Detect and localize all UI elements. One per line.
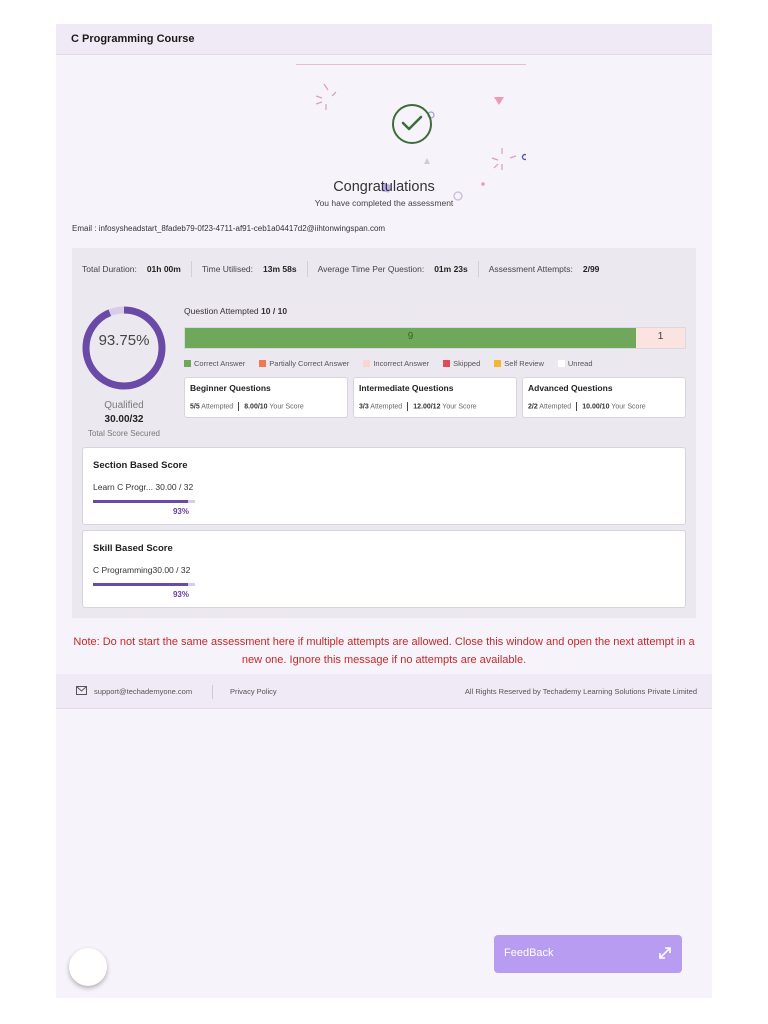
legend-partially-correct: Partially Correct Answer: [259, 359, 349, 368]
stat-average-time: Average Time Per Question: 01m 23s: [318, 261, 479, 277]
stat-total-duration: Total Duration: 01h 00m: [82, 261, 192, 277]
footer: [56, 674, 712, 709]
legend-correct: Correct Answer: [184, 359, 245, 368]
score-percent: 93.75%: [98, 332, 150, 349]
legend-swatch: [494, 360, 501, 367]
skill-score-row: C Programming30.00 / 32: [93, 565, 191, 575]
stats-row: [72, 248, 696, 290]
answer-legend: [184, 359, 607, 368]
legend-swatch: [259, 360, 266, 367]
feedback-label: FeedBack: [504, 947, 554, 959]
legend-self-review: Self Review: [494, 359, 544, 368]
skill-score-percent: 93%: [172, 590, 189, 599]
summary-section: [72, 248, 696, 618]
footer-divider: [212, 685, 213, 699]
congratulations-subtitle: You have completed the assessment: [314, 198, 454, 208]
bar-correct-segment: 9: [185, 328, 636, 348]
questions-attempted: Question Attempted 10 / 10: [184, 306, 288, 316]
legend-swatch: [443, 360, 450, 367]
attempt-note: Note: Do not start the same assessment here if multiple attempts are allowed. Close this window and open the next attempt in a new one. Ignore this message if no attempts are available.: [73, 636, 695, 666]
expand-icon: [658, 946, 672, 960]
advanced-questions-card: Advanced Questions 2/2 Attempted 10.00/10 Your Score: [522, 377, 686, 418]
feedback-button[interactable]: [494, 935, 682, 973]
support-email-link[interactable]: support@techademyone.com: [94, 687, 193, 696]
total-score-label: Total Score Secured: [87, 429, 161, 438]
section-score-percent: 93%: [172, 507, 189, 516]
success-check-icon: [392, 104, 432, 144]
section-score-card: Section Based Score Learn C Progr... 30.00 / 32 93%: [82, 447, 686, 525]
rights-text: All Rights Reserved by Techademy Learning Solutions Private Limited: [464, 687, 697, 696]
answer-distribution-bar: [184, 327, 686, 349]
beginner-questions-card: Beginner Questions 5/5 Attempted 8.00/10 Your Score: [184, 377, 348, 418]
qualified-status: Qualified: [104, 400, 144, 411]
intermediate-questions-card: Intermediate Questions 3/3 Attempted 12.00/12 Your Score: [353, 377, 517, 418]
privacy-policy-link[interactable]: Privacy Policy: [230, 687, 277, 696]
skill-score-fill: [93, 583, 188, 586]
stat-assessment-attempts: Assessment Attempts: 2/99: [488, 264, 600, 274]
legend-unread: Unread: [558, 359, 593, 368]
chat-launcher-button[interactable]: [69, 948, 107, 986]
legend-swatch: [363, 360, 370, 367]
stat-time-utilised: Time Utilised: 13m 58s: [202, 261, 308, 277]
section-score-row: Learn C Progr... 30.00 / 32: [93, 482, 194, 492]
legend-incorrect: Incorrect Answer: [363, 359, 429, 368]
section-score-fill: [93, 500, 188, 503]
legend-swatch: [184, 360, 191, 367]
legend-swatch: [558, 360, 565, 367]
assessment-result-panel: [56, 24, 712, 998]
total-score-value: 30.00/32: [104, 414, 144, 425]
bar-incorrect-segment: 1: [657, 330, 664, 342]
section-score-track: [93, 500, 195, 503]
top-bar: [56, 24, 712, 55]
user-email: Email : infosysheadstart_8fadeb79-0f23-4711-af91-ceb1a04417d2@iihtonwingspan.com: [72, 224, 386, 233]
congratulations-title: Congratulations: [333, 179, 435, 195]
course-title: C Programming Course: [71, 33, 195, 45]
legend-skipped: Skipped: [443, 359, 480, 368]
mail-icon: [76, 686, 87, 695]
skill-score-card: Skill Based Score C Programming30.00 / 32 93%: [82, 530, 686, 608]
skill-score-track: [93, 583, 195, 586]
